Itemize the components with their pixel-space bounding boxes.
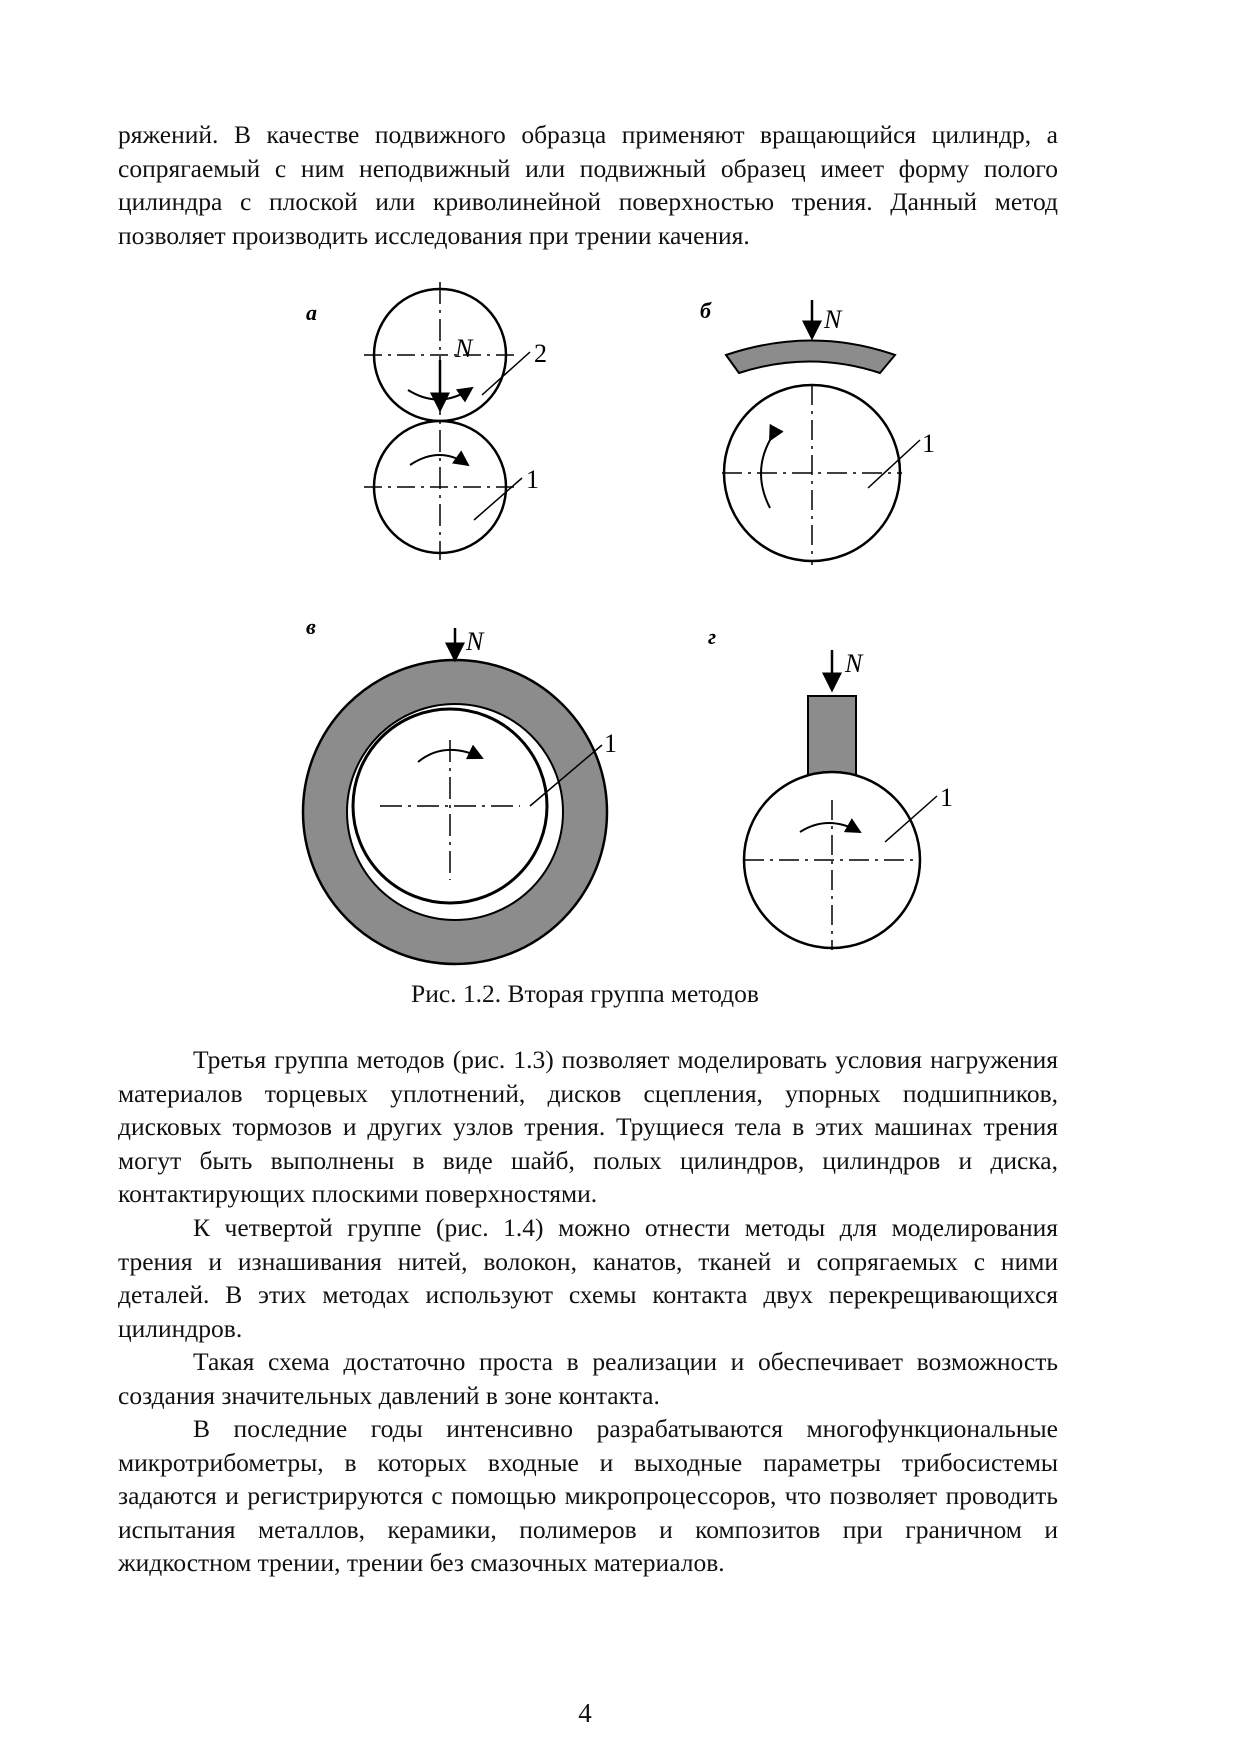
panel-b-label: б: [700, 298, 711, 323]
paragraph-intro: ряжений. В качестве подвижного образца применяют вращающийся цилиндр, а сопрягаемый с ним неподвижный или подвижный образец имеет форму полого цилиндра с плоской или криволинейной поверхностью трения. Данный метод позволяет производить исследования при трении качения.: [118, 120, 1058, 250]
part-label-2: 2: [534, 339, 547, 368]
panel-g: [708, 624, 953, 950]
panel-v-label: в: [306, 614, 316, 639]
pin-counter-sample: [808, 696, 856, 780]
panel-g-label: г: [708, 624, 717, 649]
part-label-1: 1: [922, 429, 935, 458]
load-label-v: N: [466, 627, 484, 656]
paragraph-third-group: Третья группа методов (рис. 1.3) позволяет моделировать условия нагружения материалов торцевых уплотнений, дисков сцепления, упорных подшипников, дисковых тормозов и других узлов трения. Трущиеся тела в этих машинах трения могут быть выполнены в виде шайб, полых цилиндров, цилиндров и диска, контактирующих плоскими поверхностями.: [118, 1045, 1058, 1208]
paragraph-scheme: Такая схема достаточно проста в реализации и обеспечивает возможность создания значительных давлений в зоне контакта.: [118, 1347, 1058, 1410]
part-label-1: 1: [940, 783, 953, 812]
paragraph-microtribometers: В последние годы интенсивно разрабатываются многофункциональные микротрибометры, в которых входные и выходные параметры трибосистемы задаются и регистрируются с помощью микропроцессоров, что позволяет проводить испытания металлов, керамики, полимеров и композитов при граничном и жидкостном трении, трении без смазочных материалов.: [118, 1414, 1058, 1577]
panel-a: [306, 282, 547, 560]
load-label-b: N: [824, 305, 842, 334]
part-label-1: 1: [526, 465, 539, 494]
shoe-counter-sample: [726, 341, 895, 374]
panel-v: [303, 614, 617, 964]
page-number: 4: [578, 1698, 592, 1728]
panel-a-label: а: [306, 300, 317, 325]
load-label-a: N: [455, 334, 473, 363]
load-label-g: N: [845, 649, 863, 678]
part-label-1: 1: [604, 729, 617, 758]
panel-b: [700, 298, 935, 565]
figure-caption: Рис. 1.2. Вторая группа методов: [411, 979, 759, 1008]
paragraph-fourth-group: К четвертой группе (рис. 1.4) можно отнести методы для моделирования трения и изнашивания нитей, волокон, канатов, тканей и сопрягаемых с ними деталей. В этих методах используют схемы контакта двух перекрещивающихся цилиндров.: [118, 1213, 1058, 1343]
